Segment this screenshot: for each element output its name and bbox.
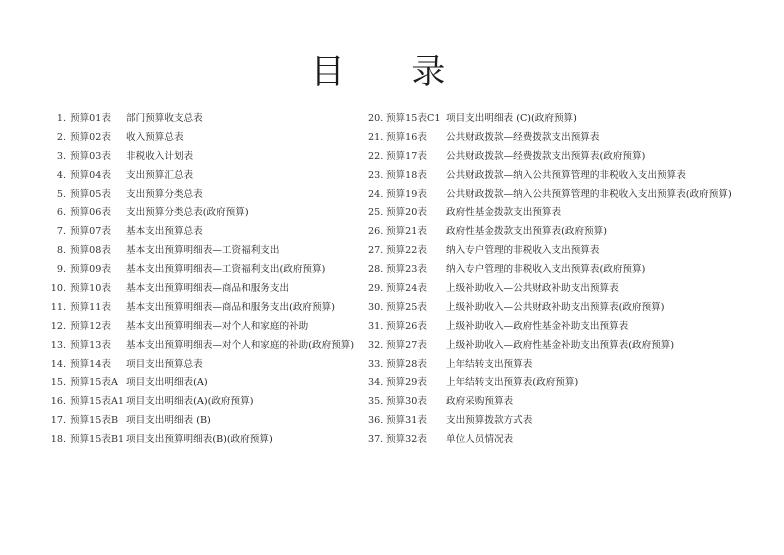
toc-entry-title: 上级补助收入—政府性基金补助支出预算表(政府预算) [446,339,675,351]
toc-entry [368,129,738,148]
toc-entry-code: 预算14表 [70,358,111,370]
toc-entry-title: 基本支出预算明细表—工资福利支出(政府预算) [126,264,326,276]
toc-entry-title: 上级补助收入—公共财政补助支出预算表(政府预算) [446,301,665,313]
toc-entry-number: 34. [368,377,384,389]
toc-entry-code: 预算30表 [386,396,427,408]
toc-entry-number: 22. [368,150,384,162]
toc-entry-title: 项目支出明细表 (C)(政府预算) [446,113,577,124]
toc-entry-code: 预算10表 [70,283,111,295]
toc-entry-code: 预算13表 [70,339,111,351]
toc-entry-title: 非税收入计划表 [126,150,194,162]
toc-entry-number: 20. [368,113,384,124]
toc-entry-number: 21. [368,131,384,143]
toc-entry-title: 支出预算拨款方式表 [446,415,533,427]
toc-entry-number: 10. [50,283,66,295]
toc-entry-title: 基本支出预算明细表—对个人和家庭的补助 [126,320,309,332]
toc-entry [50,129,370,148]
toc-entry [50,242,370,261]
toc-entry-code: 预算25表 [386,301,427,313]
toc-entry-title: 政府采购预算表 [446,396,514,408]
toc-entry-code: 预算15表A [70,377,118,389]
toc-entry-title: 部门预算收支总表 [126,113,203,124]
toc-entry-number: 32. [368,339,384,351]
toc-entry-code: 预算27表 [386,339,427,351]
toc-entry-code: 预算28表 [386,358,427,370]
toc-entry-number: 9. [56,264,66,276]
toc-entry [50,356,370,375]
toc-entry-code: 预算20表 [386,207,427,219]
toc-entry-title: 公共财政拨款—纳入公共预算管理的非税收入支出预算表 [446,169,686,181]
toc-entry-code: 预算03表 [70,150,111,162]
toc-entry-number: 17. [50,415,66,427]
toc-entry-title: 纳入专户管理的非税收入支出预算表(政府预算) [446,264,646,276]
toc-entry [368,204,738,223]
toc-entry [368,110,738,129]
toc-entry-number: 7. [56,226,66,238]
toc-entry [50,148,370,167]
toc-entry-number: 13. [50,339,66,351]
toc-entry-number: 5. [56,188,66,200]
toc-entry-title: 基本支出预算明细表—工资福利支出 [126,245,280,257]
toc-entry-number: 35. [368,396,384,408]
toc-entry-title: 支出预算分类总表(政府预算) [126,207,249,219]
toc-entry-title: 基本支出预算明细表—商品和服务支出 [126,283,290,295]
toc-entry-code: 预算12表 [70,320,111,332]
toc-entry [368,299,738,318]
toc-entry [50,299,370,318]
toc-entry-number: 29. [368,283,384,295]
toc-entry [368,412,738,431]
toc-entry [50,280,370,299]
toc-entry-code: 预算15表C1 [386,113,441,124]
toc-entry [50,167,370,186]
toc-entry-code: 预算08表 [70,245,111,257]
toc-entry-number: 11. [50,301,66,313]
toc-entry-number: 12. [50,320,66,332]
toc-entry-title: 上级补助收入—公共财政补助支出预算表 [446,283,619,295]
toc-entry-code: 预算23表 [386,264,427,276]
toc-entry-title: 支出预算汇总表 [126,169,194,181]
toc-entry-number: 30. [368,301,384,313]
toc-entry-code: 预算31表 [386,415,427,427]
toc-entry-code: 预算15表A1 [70,396,125,408]
toc-entry [50,186,370,205]
toc-entry [368,356,738,375]
toc-entry-number: 27. [368,245,384,257]
toc-entry [368,318,738,337]
toc-entry [50,204,370,223]
toc-entry-number: 15. [50,377,66,389]
toc-entry [368,223,738,242]
toc-entry [368,393,738,412]
toc-entry-title: 公共财政拨款—经费拨款支出预算表(政府预算) [446,150,646,162]
toc-entry-title: 公共财政拨款—纳入公共预算管理的非税收入支出预算表(政府预算) [446,188,732,200]
toc-entry-number: 23. [368,169,384,181]
toc-entry-code: 预算06表 [70,207,111,219]
toc-entry-number: 31. [368,320,384,332]
toc-entry-number: 1. [56,113,66,124]
toc-entry-number: 37. [368,434,384,446]
toc-entry [368,337,738,356]
toc-entry-code: 预算02表 [70,131,111,143]
toc-entry-code: 预算15表B [70,415,119,427]
toc-entry [368,280,738,299]
toc-entry-number: 4. [56,169,66,181]
toc-entry-code: 预算19表 [386,188,427,200]
toc-entry [50,223,370,242]
page-title: 目 录 [310,52,474,92]
toc-entry [50,318,370,337]
toc-entry-title: 政府性基金拨款支出预算表 [446,207,562,219]
toc-entry-title: 基本支出预算总表 [126,226,203,238]
toc-entry [50,261,370,280]
toc-entry-title: 项目支出预算总表 [126,358,203,370]
toc-entry-title: 公共财政拨款—经费拨款支出预算表 [446,131,600,143]
toc-entry-title: 支出预算分类总表 [126,188,203,200]
toc-entry [50,374,370,393]
toc-entry-code: 预算26表 [386,320,427,332]
toc-entry-number: 33. [368,358,384,370]
toc-entry [368,261,738,280]
toc-entry-number: 3. [56,150,66,162]
toc-entry-code: 预算22表 [386,245,427,257]
toc-left-column [50,110,370,450]
toc-entry-title: 基本支出预算明细表—对个人和家庭的补助(政府预算) [126,339,355,351]
toc-entry-title: 上年结转支出预算表(政府预算) [446,377,579,389]
toc-entry-title: 项目支出预算明细表(B)(政府预算) [126,434,273,446]
toc-entry-number: 8. [56,245,66,257]
toc-entry-number: 28. [368,264,384,276]
toc-entry-code: 预算21表 [386,226,427,238]
toc-entry [368,167,738,186]
toc-entry-code: 预算17表 [386,150,427,162]
toc-entry-code: 预算15表B1 [70,434,125,446]
toc-entry-number: 25. [368,207,384,219]
toc-entry-code: 预算09表 [70,264,111,276]
toc-entry-title: 单位人员情况表 [446,434,514,446]
toc-entry-code: 预算11表 [70,301,111,313]
toc-entry-code: 预算32表 [386,434,427,446]
toc-entry-title: 项目支出明细表 (B) [126,415,211,427]
toc-entry [368,374,738,393]
toc-entry-title: 政府性基金拨款支出预算表(政府预算) [446,226,607,238]
toc-entry-title: 收入预算总表 [126,131,184,143]
toc-entry-title: 上级补助收入—政府性基金补助支出预算表 [446,320,629,332]
toc-entry [368,186,738,205]
toc-entry [50,393,370,412]
toc-entry-number: 2. [56,131,66,143]
toc-right-column [368,110,738,450]
toc-entry [50,110,370,129]
toc-entry-code: 预算04表 [70,169,111,181]
toc-entry-number: 36. [368,415,384,427]
toc-entry-title: 项目支出明细表(A) [126,377,208,389]
toc-entry-code: 预算07表 [70,226,111,238]
toc-entry-code: 预算01表 [70,113,111,124]
toc-entry [50,431,370,450]
toc-entry [368,431,738,450]
toc-entry-title: 上年结转支出预算表 [446,358,533,370]
toc-entry-number: 16. [50,396,66,408]
toc-entry-number: 24. [368,188,384,200]
toc-entry-title: 基本支出预算明细表—商品和服务支出(政府预算) [126,301,335,313]
toc-entry-code: 预算29表 [386,377,427,389]
toc-entry-number: 6. [56,207,66,219]
toc-entry-title: 项目支出明细表(A)(政府预算) [126,396,254,408]
toc-entry-number: 26. [368,226,384,238]
toc-entry-code: 预算24表 [386,283,427,295]
toc-entry-number: 18. [50,434,66,446]
toc-entry [368,148,738,167]
toc-entry [50,412,370,431]
toc-entry-code: 预算16表 [386,131,427,143]
toc-entry-number: 14. [50,358,66,370]
toc-entry-title: 纳入专户管理的非税收入支出预算表 [446,245,600,257]
toc-entry [368,242,738,261]
toc-entry-code: 预算05表 [70,188,111,200]
toc-entry-code: 预算18表 [386,169,427,181]
toc-entry [50,337,370,356]
